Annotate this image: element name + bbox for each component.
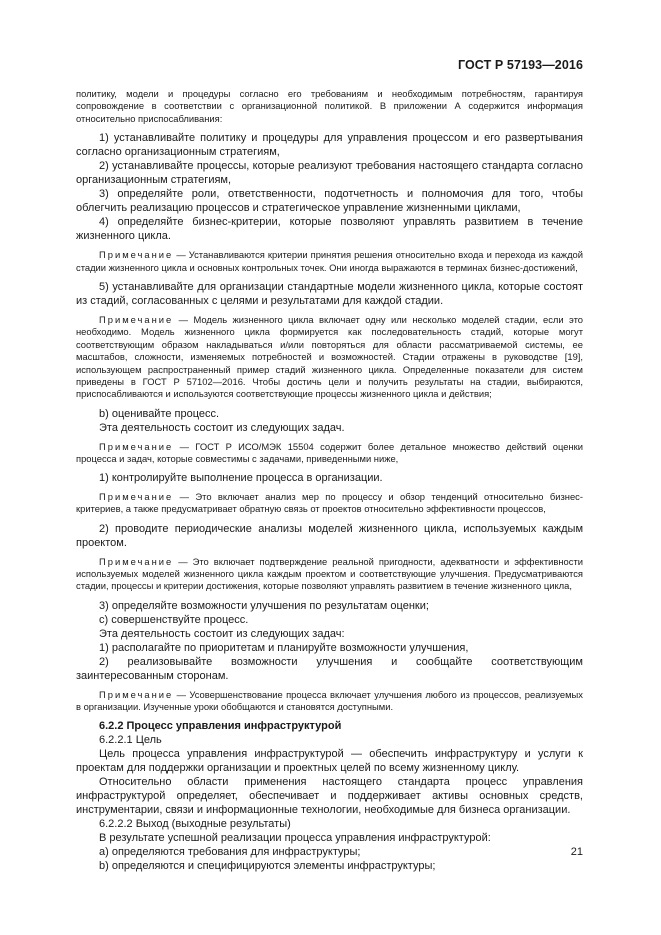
note-text: — ГОСТ Р ИСО/МЭК 15504 содержит более детальное множество действий оценки процесса и задач, которые совместимы с задачами, приведенными ниже,	[76, 440, 583, 465]
list-item: 3) определяйте возможности улучшения по результатам оценки;	[99, 599, 429, 612]
subsection-heading: 6.2.2.1 Цель	[99, 733, 162, 746]
page-content	[76, 88, 583, 873]
list-item: a) определяются требования для инфраструктуры;	[99, 845, 361, 858]
note-text: — Это включает подтверждение реальной пригодности, адекватности и эффективности используемых моделей жизненного цикла каждым проектом и соответствующие улучшения. Предусматриваются стадии, процессы и критерии достижения, которые позволяют управлять развитием в течение жизненного цикла,	[76, 555, 583, 592]
text-paragraph: В результате успешной реализации процесса управления инфраструктурой:	[99, 831, 491, 844]
note-label: Примечание	[99, 688, 174, 700]
note-label: Примечание	[99, 249, 174, 261]
note-text: — Устанавливаются критерии принятия решения относительно входа и перехода из каждой стадии жизненного цикла и основных контрольных точек. Они иногда выражаются в терминах бизнес-достижений,	[76, 249, 583, 273]
list-item: b) определяются и специфицируются элементы инфраструктуры;	[99, 859, 436, 872]
list-item: 1) располагайте по приоритетам и планируйте возможности улучшения,	[99, 641, 469, 654]
page-number: 21	[570, 846, 583, 858]
note-text: — Это включает анализ мер по процессу и обзор тенденций относительно бизнес-критериев, а также предусматривает обратную связь от проектов относительно эффективности процессов,	[76, 490, 583, 515]
list-item: 2) проводите периодические анализы моделей жизненного цикла, используемых каждым проектом.	[76, 522, 583, 549]
list-item: 1) контролируйте выполнение процесса в организации.	[99, 471, 383, 484]
note-paragraph	[76, 556, 583, 593]
note-text: — Модель жизненного цикла включает одну или несколько моделей стадии, если это необходимо. Модель жизненного цикла формируется как последовательность стадий, которые могут соответствующим образом накладываться и/или повторяться для области рассматриваемой системы, ее масштабов, сложности, изменяемых потребностей и возможностей. Стадии отражены в руководстве [19], использующем распространенный пример стадий жизненного цикла. Определенные показатели для систем приведены в ГОСТ Р 57102—2016. Чтобы достичь цели и получить результаты на стадии, выбираются, приспосабливаются и используются соответствующие процессы жизненного цикла и действия;	[76, 314, 583, 400]
note-paragraph	[76, 689, 583, 714]
list-item: 3) определяйте роли, ответственности, подотчетность и полномочия для того, чтобы облегчить реализацию процессов и стратегическое управление жизненными циклами,	[76, 188, 583, 215]
note-text: — Усовершенствование процесса включает улучшения любого из процессов, реализуемых в организации. Изученные уроки обобщаются и становятся доступными.	[76, 688, 583, 713]
note-label: Примечание	[99, 440, 174, 452]
intro-paragraph: политику, модели и процедуры согласно его требованиям и необходимым потребностям, гарантируя сопровождение в соответствии с организационной политикой. В приложении А содержится информация относительно приспосабливания:	[76, 88, 583, 124]
section-heading: 6.2.2 Процесс управления инфраструктурой	[99, 719, 342, 732]
list-item: 2) реализовывайте возможности улучшения и сообщайте соответствующим заинтересованным сторонам.	[76, 655, 583, 682]
note-paragraph	[76, 441, 583, 466]
text-paragraph: Относительно области применения настоящего стандарта процесс управления инфраструктурой определяет, обеспечивает и поддерживает активы основных средств, инструментарии, связи и информационные технологии, необходимые для бизнеса организации.	[76, 775, 583, 816]
note-label: Примечание	[99, 490, 174, 502]
list-item: 1) устанавливайте политику и процедуры для управления процессом и его развертывания согласно организационным стратегиям,	[76, 132, 583, 159]
list-item: 2) устанавливайте процессы, которые реализуют требования настоящего стандарта согласно организационным стратегиям,	[76, 160, 583, 187]
note-paragraph	[76, 249, 583, 274]
text-paragraph: Эта деятельность состоит из следующих задач:	[99, 627, 345, 640]
list-item: 4) определяйте бизнес-критерии, которые позволяют управлять развитием в течение жизненного цикла.	[76, 216, 583, 243]
document-id-header: ГОСТ Р 57193—2016	[457, 58, 583, 72]
list-item: c) совершенствуйте процесс.	[99, 613, 249, 626]
note-paragraph	[76, 314, 583, 401]
text-paragraph: Эта деятельность состоит из следующих задач.	[99, 421, 345, 434]
list-item: 5) устанавливайте для организации стандартные модели жизненного цикла, которые состоят из стадий, согласованных с целями и результатами для каждой стадии.	[76, 281, 583, 308]
subsection-heading: 6.2.2.2 Выход (выходные результаты)	[99, 817, 291, 830]
note-label: Примечание	[99, 314, 174, 326]
list-item: b) оценивайте процесс.	[99, 407, 220, 420]
note-paragraph	[76, 491, 583, 516]
note-label: Примечание	[99, 555, 174, 567]
text-paragraph: Цель процесса управления инфраструктурой — обеспечить инфраструктуру и услуги к проектам для поддержки организации и проектных целей по всему жизненному циклу.	[76, 747, 583, 774]
